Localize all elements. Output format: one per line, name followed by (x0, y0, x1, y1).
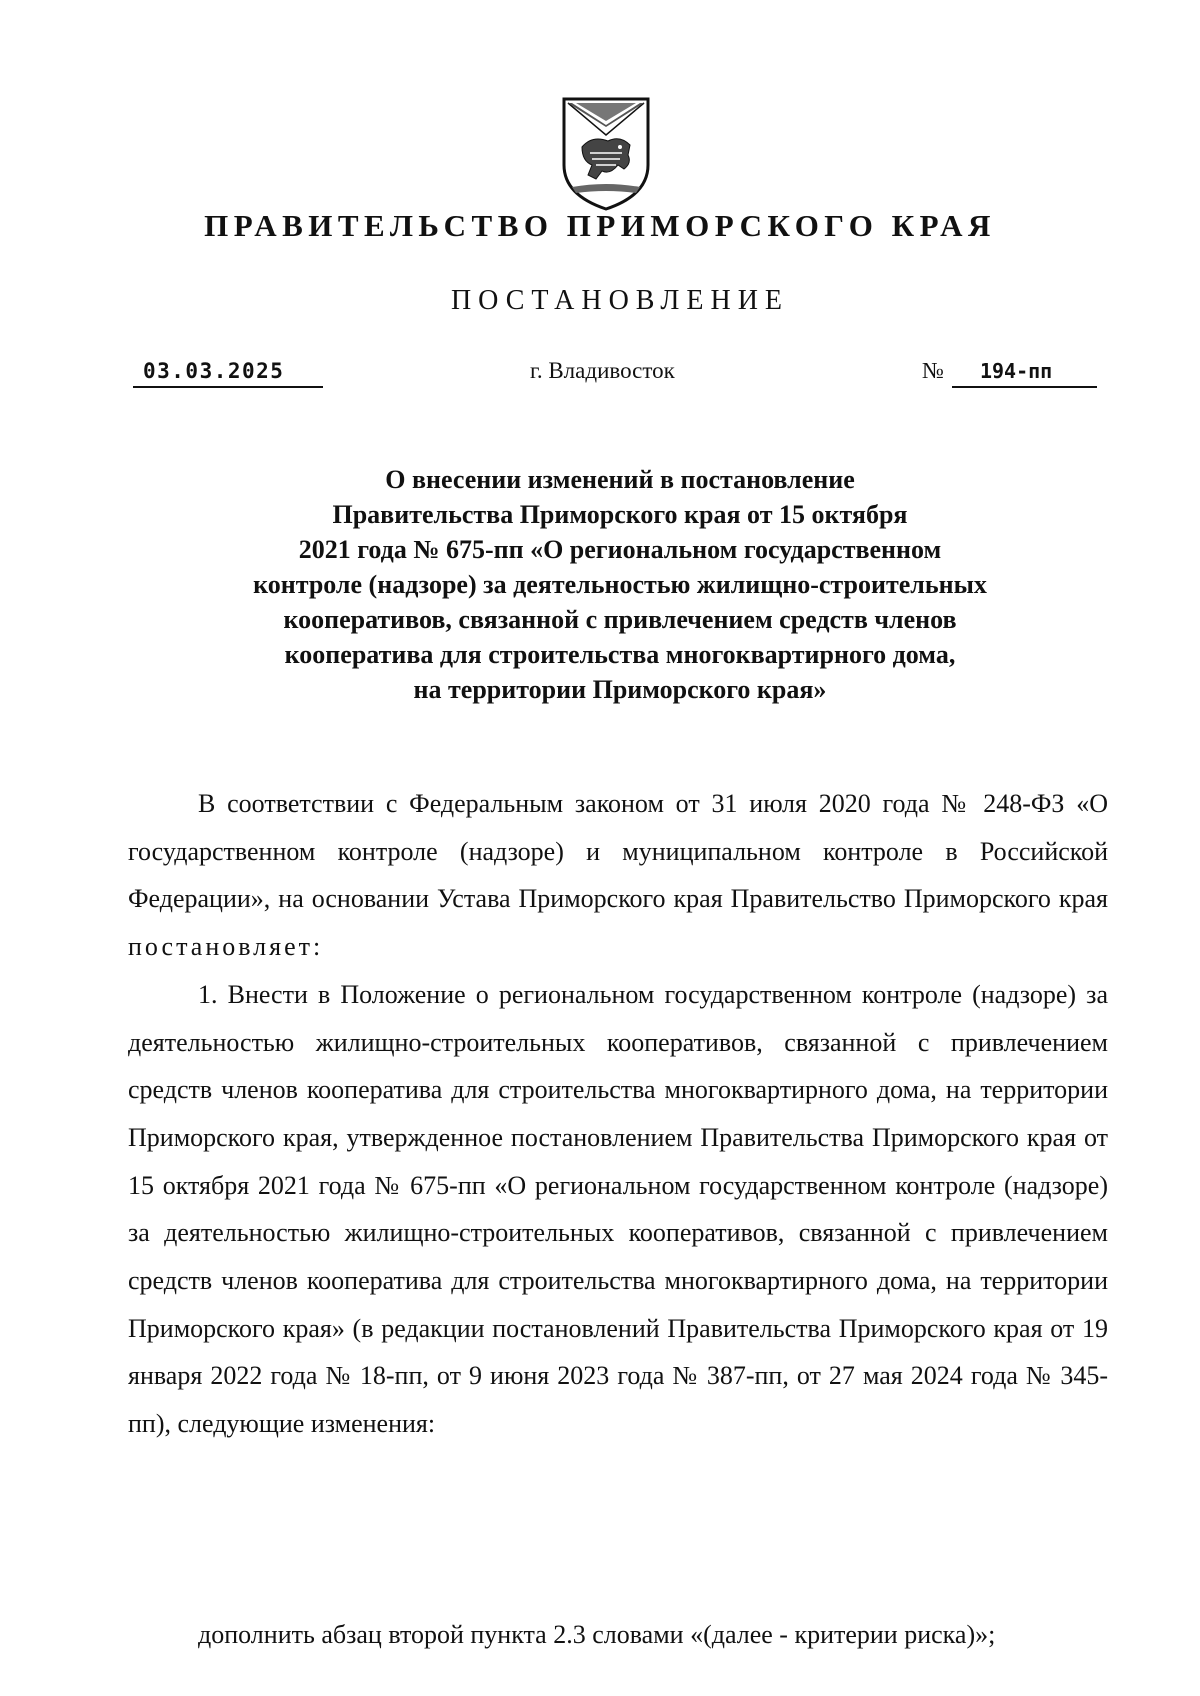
heading-line: Правительства Приморского края от 15 октября (332, 500, 908, 529)
document-body (128, 780, 1108, 1448)
heading-line: контроле (надзоре) за деятельностью жилищно-строительных (253, 570, 987, 599)
heading-line: на территории Приморского края» (413, 675, 827, 704)
decree-word: постановляет: (128, 932, 324, 962)
preamble-paragraph (128, 780, 1108, 971)
document-heading (0, 462, 1200, 707)
document-type: ПОСТАНОВЛЕНИЕ (450, 285, 790, 316)
heading-line: О внесении изменений в постановление (385, 465, 855, 494)
preamble-text: В соответствии с Федеральным законом от 31 июля 2020 года № 248-ФЗ «О государственном контроле (надзоре) и муниципальном контроле в Российской Федерации», на основании Устава Приморского края Правительство Приморского края (128, 789, 1108, 914)
document-city: г. Владивосток (530, 358, 675, 383)
heading-line: кооперативов, связанной с привлечением средств членов (283, 605, 957, 634)
government-title: ПРАВИТЕЛЬСТВО ПРИМОРСКОГО КРАЯ (204, 208, 996, 243)
heading-line: 2021 года № 675-пп «О региональном государственном (298, 535, 942, 564)
coat-of-arms-emblem (558, 95, 654, 213)
heading-line: кооператива для строительства многоквартирного дома, (284, 640, 956, 669)
document-number: 194-пп (952, 358, 1097, 388)
number-sign: № (922, 358, 944, 383)
document-number-field (922, 358, 1097, 388)
item-1-subitem: дополнить абзац второй пункта 2.3 словами «(далее - критерии риска)»; (198, 1620, 996, 1649)
item-1-paragraph: 1. Внести в Положение о региональном государственном контроле (надзоре) за деятельностью жилищно-строительных кооперативов, связанной с привлечением средств членов кооператива для строительства многоквартирного дома, на территории Приморского края, утвержденное постановлением Правительства Приморского края от 15 октября 2021 года № 675-пп «О региональном государственном контроле (надзоре) за деятельностью жилищно-строительных кооперативов, связанной с привлечением средств членов кооператива для строительства многоквартирного дома, на территории Приморского края» (в редакции постановлений Правительства Приморского края от 19 января 2022 года № 18-пп, от 9 июня 2023 года № 387-пп, от 27 мая 2024 года № 345-пп), следующие изменения: (128, 979, 1108, 1439)
document-date: 03.03.2025 (133, 358, 323, 388)
